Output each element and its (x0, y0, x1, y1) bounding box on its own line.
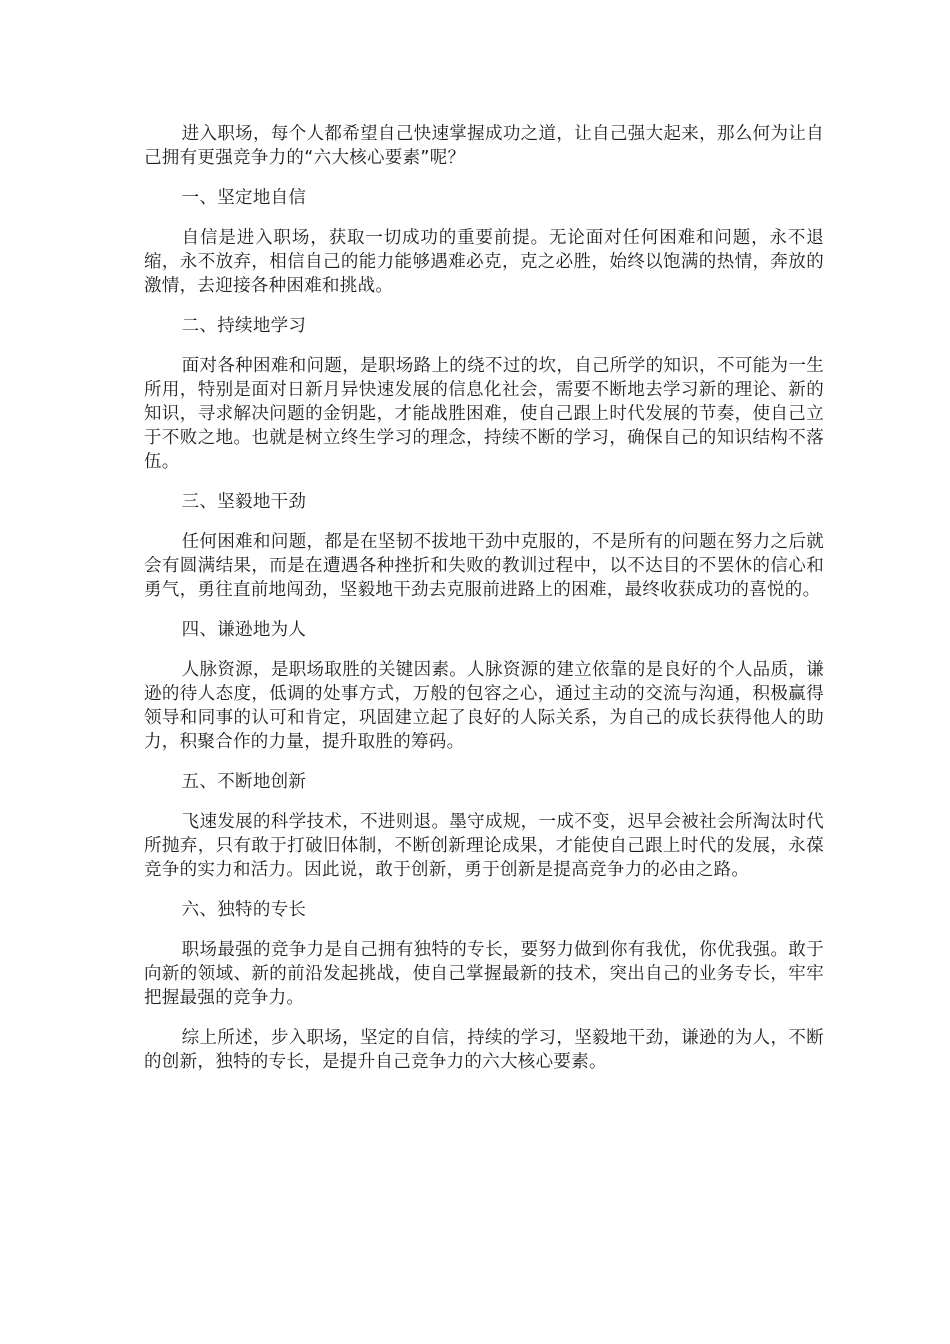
section-body-1: 自信是进入职场，获取一切成功的重要前提。无论面对任何困难和问题，永不退缩，永不放弃，相信自己的能力能够遇难必克，克之必胜，始终以饱满的热情，奔放的激情，去迎接各种困难和挑战。 (144, 228, 824, 296)
section-heading-6: 六、独特的专长 (181, 900, 307, 920)
conclusion-paragraph: 综上所述，步入职场，坚定的自信，持续的学习，坚毅地干劲，谦逊的为人，不断的创新，独特的专长，是提升自己竞争力的六大核心要素。 (144, 1028, 824, 1072)
section-body-6: 职场最强的竞争力是自己拥有独特的专长，要努力做到你有我优，你优我强。敢于向新的领域、新的前沿发起挑战，使自己掌握最新的技术，突出自己的业务专长，牢牢把握最强的竞争力。 (144, 940, 824, 1008)
section-heading-5: 五、不断地创新 (181, 772, 307, 792)
section-body-5: 飞速发展的科学技术，不进则退。墨守成规，一成不变，迟早会被社会所淘汰时代所抛弃，只有敢于打破旧体制，不断创新理论成果，才能使自己跟上时代的发展，永葆竞争的实力和活力。因此说，敢于创新，勇于创新是提高竞争力的必由之路。 (144, 812, 824, 880)
section-heading-1: 一、坚定地自信 (181, 188, 307, 208)
intro-paragraph: 进入职场，每个人都希望自己快速掌握成功之道，让自己强大起来，那么何为让自己拥有更强竞争力的“六大核心要素”呢？ (144, 124, 824, 168)
section-body-2: 面对各种困难和问题，是职场路上的绕不过的坎，自己所学的知识，不可能为一生所用，特别是面对日新月异快速发展的信息化社会，需要不断地去学习新的理论、新的知识，寻求解决问题的金钥匙，才能战胜困难，使自己跟上时代发展的节奏，使自己立于不败之地。也就是树立终生学习的理念，持续不断的学习，确保自己的知识结构不落伍。 (144, 356, 824, 472)
section-heading-3: 三、坚毅地干劲 (181, 492, 307, 512)
section-heading-2: 二、持续地学习 (181, 316, 307, 336)
section-body-4: 人脉资源，是职场取胜的关键因素。人脉资源的建立依靠的是良好的个人品质，谦逊的待人态度，低调的处事方式，万般的包容之心，通过主动的交流与沟通，积极赢得领导和同事的认可和肯定，巩固建立起了良好的人际关系，为自己的成长获得他人的助力，积聚合作的力量，提升取胜的筹码。 (144, 660, 824, 752)
section-heading-4: 四、谦逊地为人 (181, 620, 307, 640)
section-body-3: 任何困难和问题，都是在坚韧不拔地干劲中克服的，不是所有的问题在努力之后就会有圆满结果，而是在遭遇各种挫折和失败的教训过程中，以不达目的不罢休的信心和勇气，勇往直前地闯劲，坚毅地干劲去克服前进路上的困难，最终收获成功的喜悦的。 (144, 532, 824, 600)
document-body (144, 122, 824, 1090)
